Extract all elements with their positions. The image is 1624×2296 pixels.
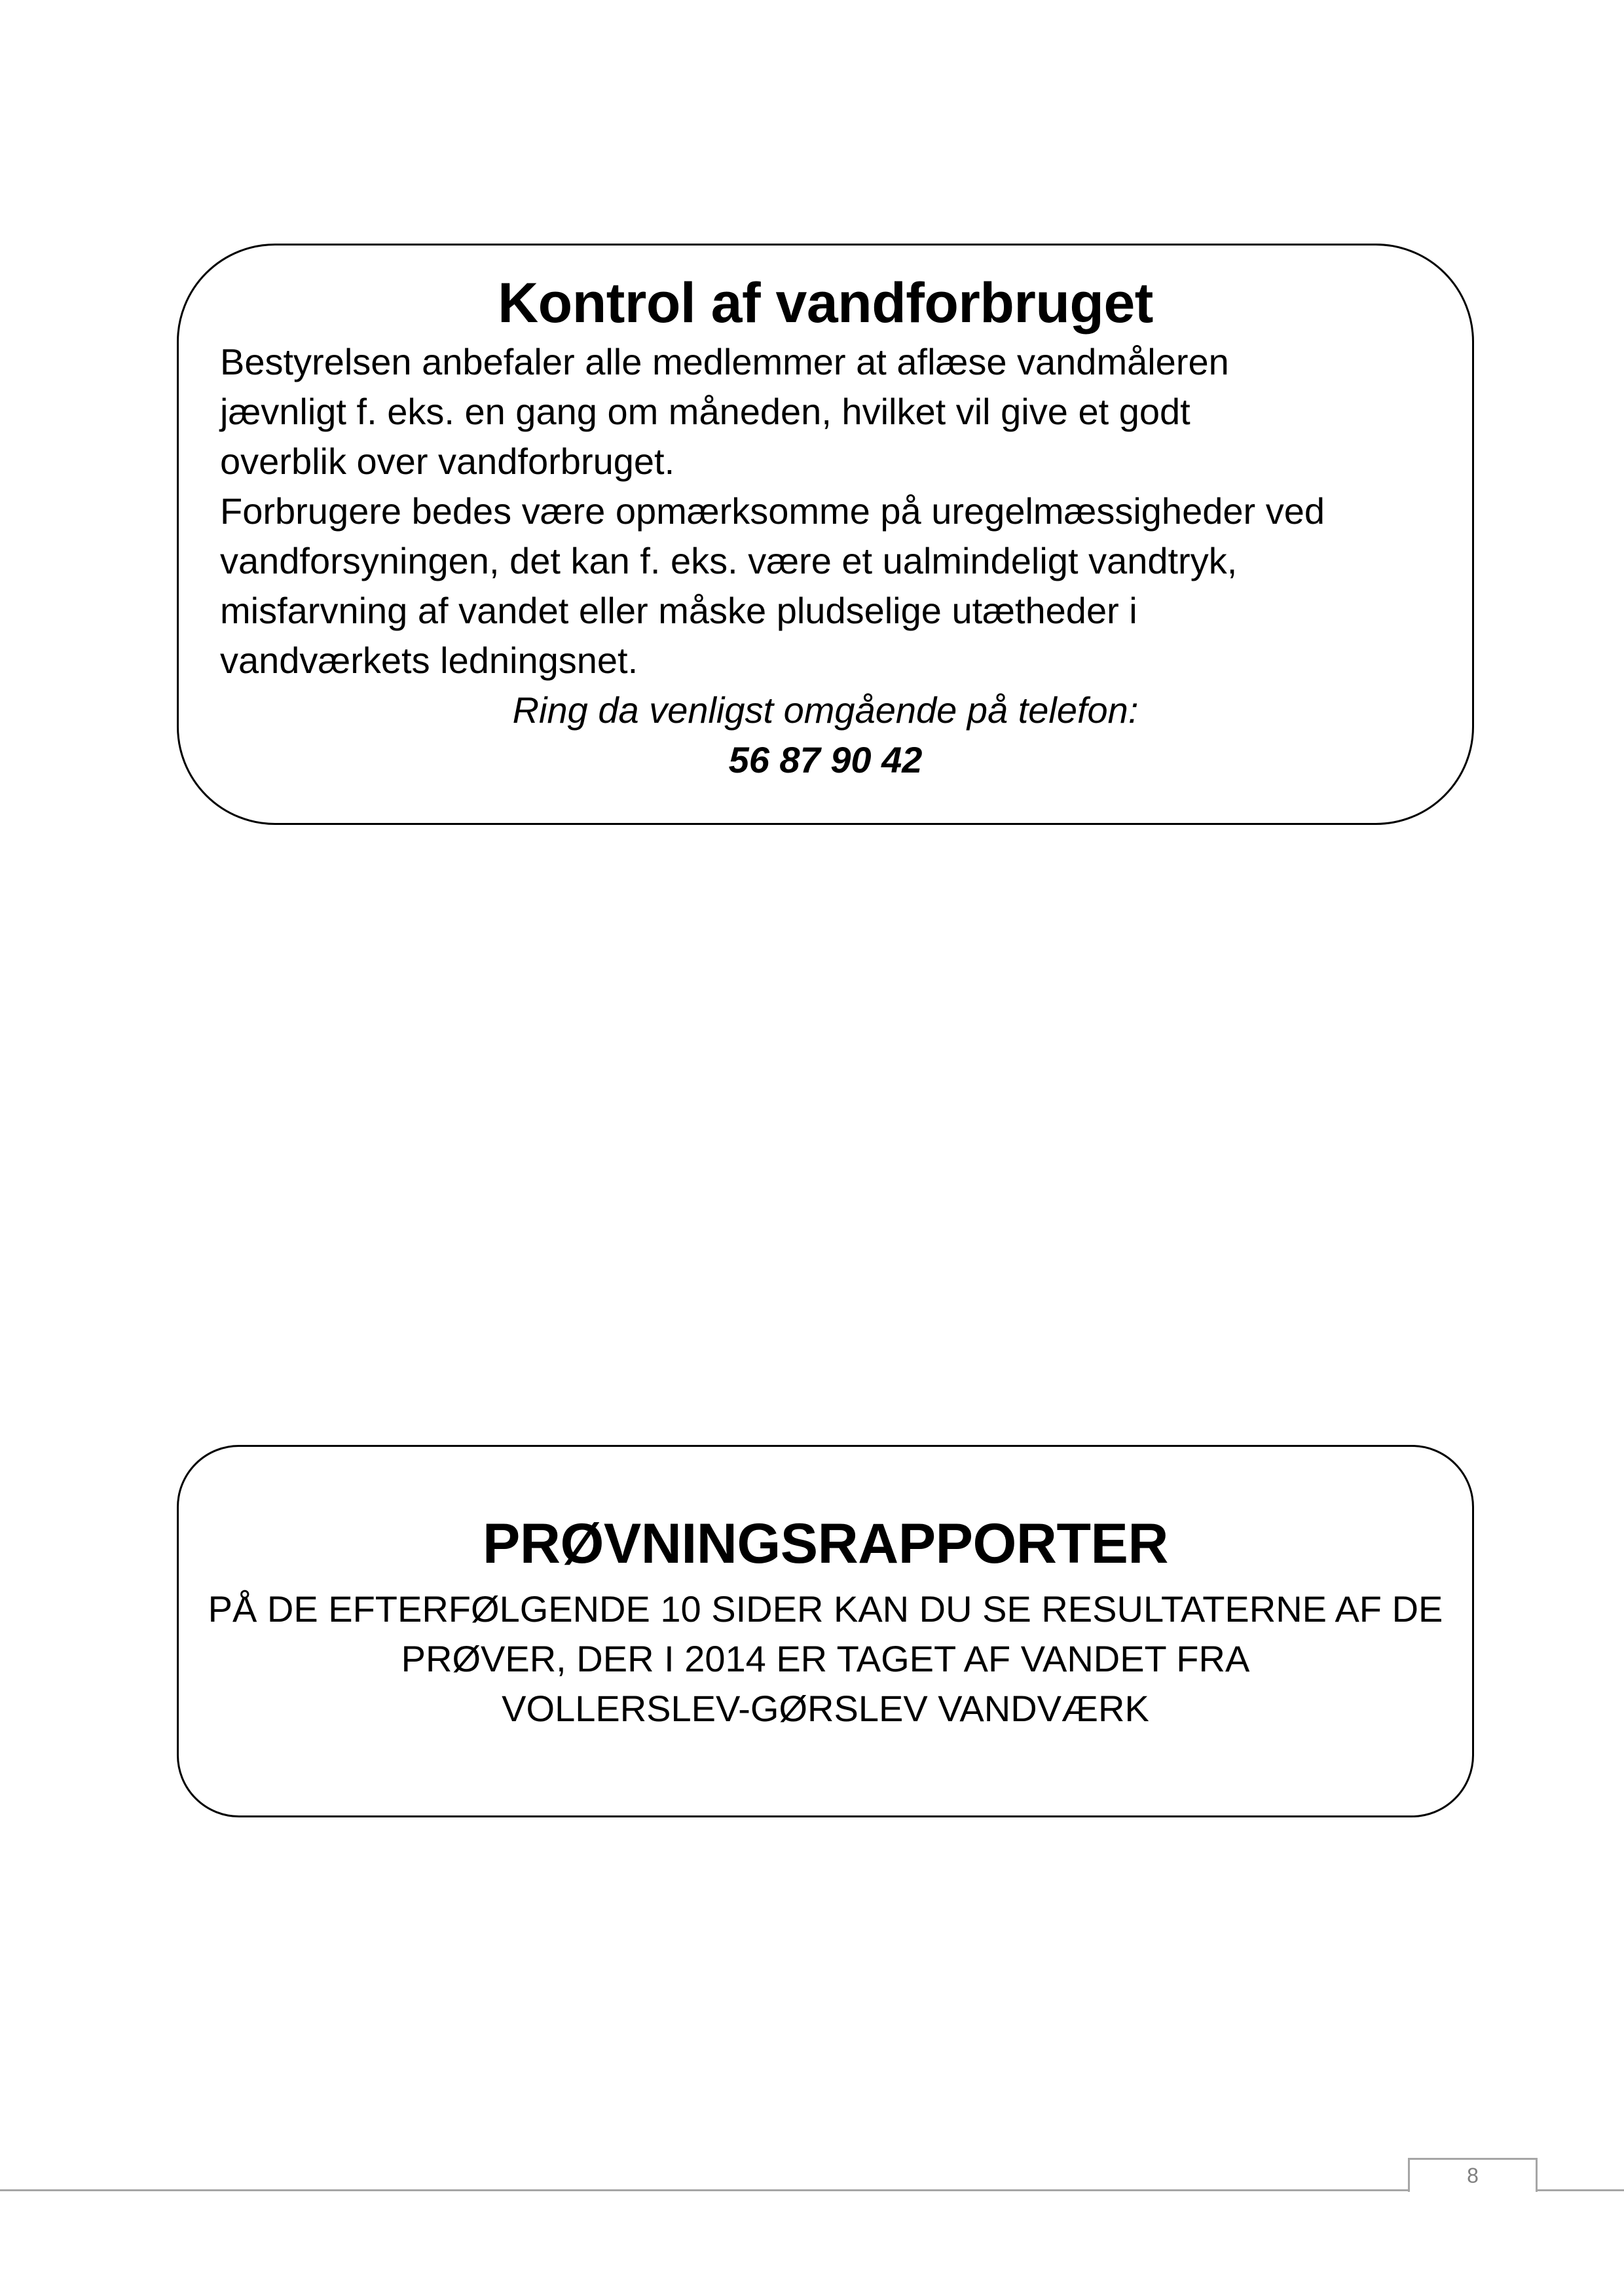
water-consumption-title: Kontrol af vandforbruget [498,272,1153,335]
call-instruction: Ring da venligst omgående på telefon: [512,689,1139,731]
body-line: vandværkets ledningsnet. [220,640,638,681]
water-consumption-box [177,244,1474,825]
body-line: Bestyrelsen anbefaler alle medlemmer at aflæse vandmåleren [220,341,1229,382]
footer-divider [0,2189,1624,2191]
body-line: PÅ DE EFTERFØLGENDE 10 SIDER KAN DU SE RESULTATERNE AF DE [208,1588,1443,1630]
water-consumption-body [220,337,1433,785]
body-line: PRØVER, DER I 2014 ER TAGET AF VANDET FRA [401,1638,1250,1679]
body-line: jævnligt f. eks. en gang om måneden, hvilket vil give et godt [220,391,1190,432]
body-line: VOLLERSLEV-GØRSLEV VANDVÆRK [502,1688,1149,1729]
body-line: vandforsyningen, det kan f. eks. være et ualmindeligt vandtryk, [220,540,1238,581]
test-reports-title: PRØVNINGSRAPPORTER [482,1512,1169,1575]
body-line: Forbrugere bedes være opmærksomme på uregelmæssigheder ved [220,490,1325,532]
body-line: misfarvning af vandet eller måske pludselige utætheder i [220,590,1137,631]
test-reports-box [177,1445,1474,1817]
page-number: 8 [1408,2158,1538,2192]
body-line: overblik over vandforbruget. [220,441,675,482]
test-reports-body [179,1584,1472,1734]
phone-number: 56 87 90 42 [728,739,923,780]
